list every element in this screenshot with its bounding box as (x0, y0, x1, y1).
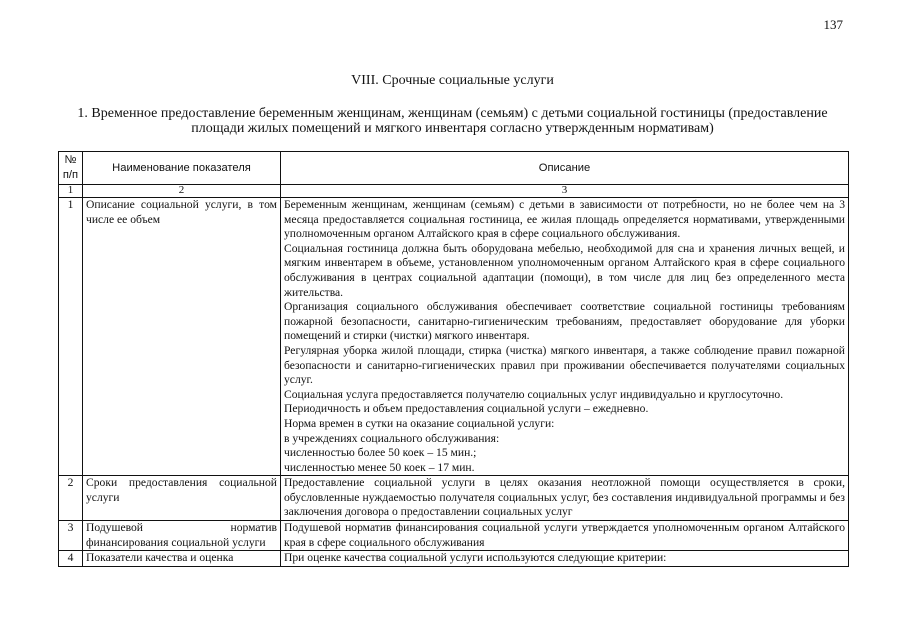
indicator-description (281, 476, 849, 521)
description-paragraph: Регулярная уборка жилой площади, стирка (чистка) мягкого инвентаря, а также соблюдение правил пожарной безопасности и санитарно-гигиенических правил при проживании обеспечивается получателями социальных услуг. (284, 343, 845, 387)
row-number: 1 (59, 198, 83, 476)
description-paragraph: Норма времен в сутки на оказание социальной услуги: (284, 416, 555, 430)
indicator-description (281, 521, 849, 551)
indicator-name: Показатели качества и оценка (83, 551, 281, 567)
services-table (58, 151, 849, 567)
column-number: 1 (59, 185, 83, 198)
header-description: Описание (281, 152, 849, 185)
table-row (59, 551, 849, 567)
indicator-description (281, 551, 849, 567)
description-paragraph: Организация социального обслуживания обеспечивает соответствие социальной гостиницы требованиям пожарной безопасности, санитарно-гигиеническим требованиям, предоставляет оборудование для уборки помещений и стирки (чистки) мягкого инвентаря. (284, 300, 845, 343)
section-title: VIII. Срочные социальные услуги (351, 73, 554, 88)
table-row (59, 521, 849, 551)
table-row (59, 198, 849, 476)
row-number: 3 (59, 521, 83, 551)
indicator-description (281, 198, 849, 476)
row-number: 4 (59, 551, 83, 567)
indicator-name: Описание социальной услуги, в том числе ее объем (83, 198, 281, 476)
description-paragraph: Беременным женщинам, женщинам (семьям) с детьми в зависимости от потребности, но не более чем на 3 месяца предоставляется социальная гостиница, ее жилая площадь определяется нормативами, утвержденными уполномоченным органом Алтайского края в сфере социального обслуживания. (284, 198, 845, 241)
indicator-name: Сроки предоставления социальной услуги (83, 476, 281, 521)
table-header-row (59, 152, 849, 185)
column-number-row (59, 185, 849, 198)
description-paragraph: Социальная гостиница должна быть оборудована мебелью, необходимой для сна и хранения личных вещей, и мягким инвентарем в объеме, установленном уполномоченным органом Алтайского края в сфере социального обслуживания в центрах социальной адаптации (помощи), в том числе для лиц без определенного места жительства. (284, 241, 845, 299)
table-row (59, 476, 849, 521)
description-paragraph: Периодичность и объем предоставления социальной услуги – ежедневно. (284, 402, 649, 416)
description-paragraph: численностью менее 50 коек – 17 мин. (284, 460, 475, 474)
description-paragraph: Предоставление социальной услуги в целях оказания неотложной помощи осуществляется в сроки, обусловленные нуждаемостью получателя социальных услуг, без составления индивидуальной программы и без заключения договора о предоставлении социальных услуг (284, 476, 845, 519)
description-paragraph: Подушевой норматив финансирования социальной услуги утверждается уполномоченным органом Алтайского края в сфере социального обслуживания (284, 521, 845, 549)
indicator-name: Подушевой норматив финансирования социальной услуги (83, 521, 281, 551)
table-body (59, 198, 849, 567)
column-number: 2 (83, 185, 281, 198)
column-number: 3 (281, 185, 849, 198)
description-paragraph: в учреждениях социального обслуживания: (284, 431, 500, 445)
header-name: Наименование показателя (83, 152, 281, 185)
description-paragraph: При оценке качества социальной услуги используются следующие критерии: (284, 551, 667, 565)
row-number: 2 (59, 476, 83, 521)
subsection-title: 1. Временное предоставление беременным женщинам, женщинам (семьям) с детьми социальной гостиницы (предоставление площади жилых помещений и мягкого инвентаря согласно утвержденным нормативам) (77, 106, 828, 136)
description-paragraph: Социальная услуга предоставляется получателю социальных услуг индивидуально и круглосуточно. (284, 387, 784, 401)
header-num: № п/п (59, 152, 83, 185)
page-number: 137 (823, 17, 843, 32)
description-paragraph: численностью более 50 коек – 15 мин.; (284, 446, 477, 460)
